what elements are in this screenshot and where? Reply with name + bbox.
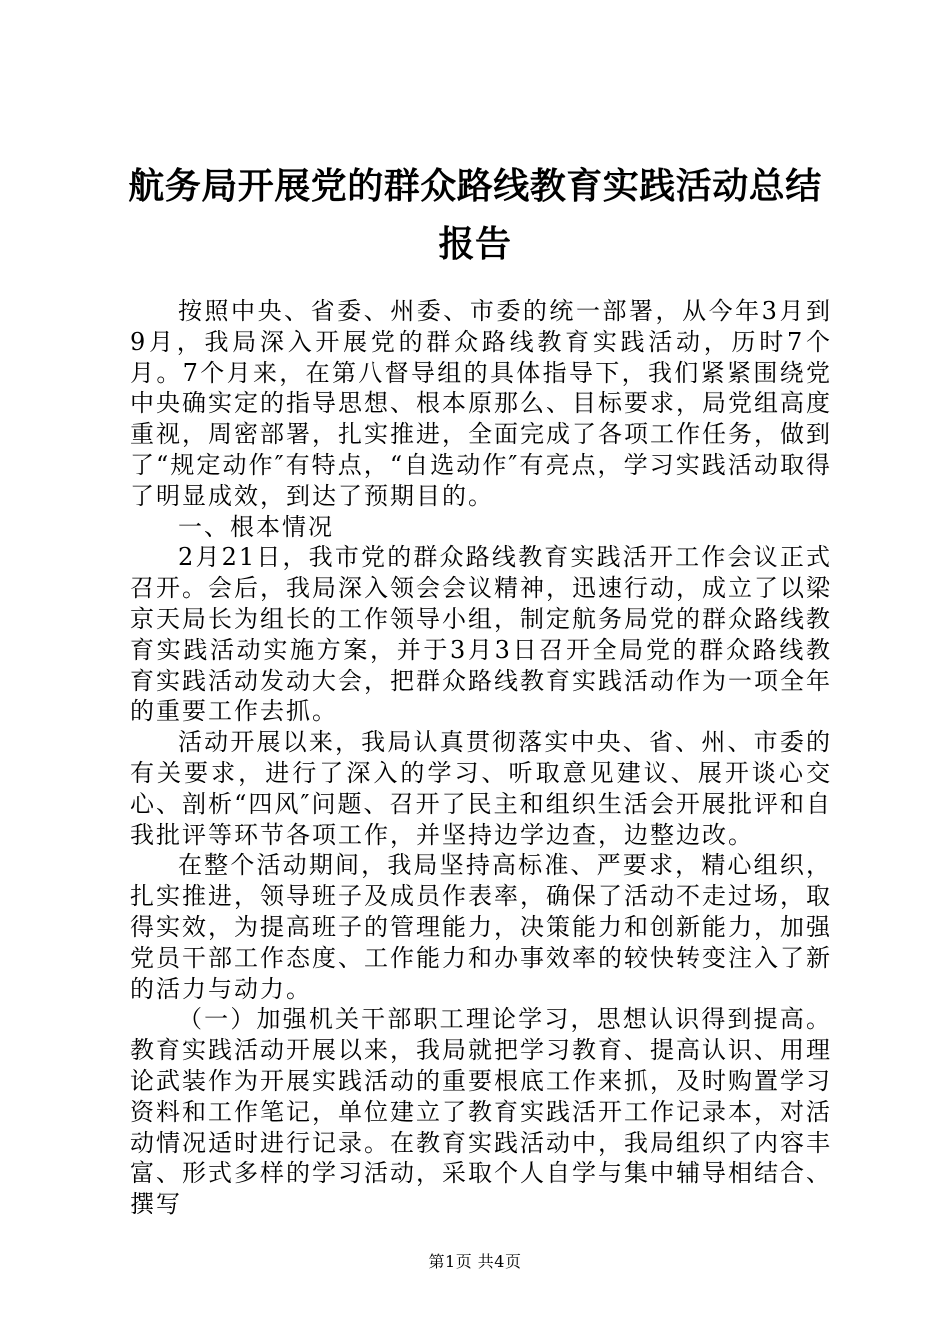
paragraph-meeting: 2月21日，我市党的群众路线教育实践活开工作会议正式召开。会后，我局深入领会会议精神，迅速行动，成立了以梁京天局长为组长的工作领导小组，制定航务局党的群众路线教育实践活动实施方案，并于3月3日召开全局党的群众路线教育实践活动发动大会，把群众路线教育实践活动作为一项全年的重要工作去抓。 bbox=[130, 543, 832, 726]
paragraph-theory-study: （一）加强机关干部职工理论学习，思想认识得到提高。教育实践活动开展以来，我局就把学习教育、提高认识、用理论武装作为开展实践活动的重要根底工作来抓，及时购置学习资料和工作笔记，单位建立了教育实践活开工作记录本，对活动情况适时进行记录。在教育实践活动中，我局组织了内容丰富、形式多样的学习活动，采取个人自学与集中辅导相结合、撰写 bbox=[130, 1005, 832, 1219]
page-number-footer: 第1页 共4页 bbox=[428, 1252, 522, 1271]
paragraph-standards: 在整个活动期间，我局坚持高标准、严要求，精心组织，扎实推进，领导班子及成员作表率，确保了活动不走过场，取得实效，为提高班子的管理能力，决策能力和创新能力，加强党员干部工作态度、工作能力和办事效率的较快转变注入了新的活力与动力。 bbox=[130, 851, 832, 1003]
section-heading-basic-situation: 一、根本情况 bbox=[178, 512, 334, 541]
paragraph-intro: 按照中央、省委、州委、市委的统一部署，从今年3月到9月，我局深入开展党的群众路线教育实践活动，历时7个月。7个月来，在第八督导组的具体指导下，我们紧紧围绕党中央确实定的指导思想、根本原那么、目标要求，局党组高度重视，周密部署，扎实推进，全面完成了各项工作任务，做到了“规定动作″有特点，“自选动作″有亮点，学习实践活动取得了明显成效，到达了预期目的。 bbox=[130, 297, 832, 510]
document-title: 航务局开展党的群众路线教育实践活动总结报告 bbox=[128, 166, 822, 265]
paragraph-activities: 活动开展以来，我局认真贯彻落实中央、省、州、市委的有关要求，进行了深入的学习、听取意见建议、展开谈心交心、剖析“四风″问题、召开了民主和组织生活会开展批评和自我批评等环节各项工作，并坚持边学边查，边整边改。 bbox=[130, 728, 832, 849]
document-body bbox=[130, 296, 832, 1220]
